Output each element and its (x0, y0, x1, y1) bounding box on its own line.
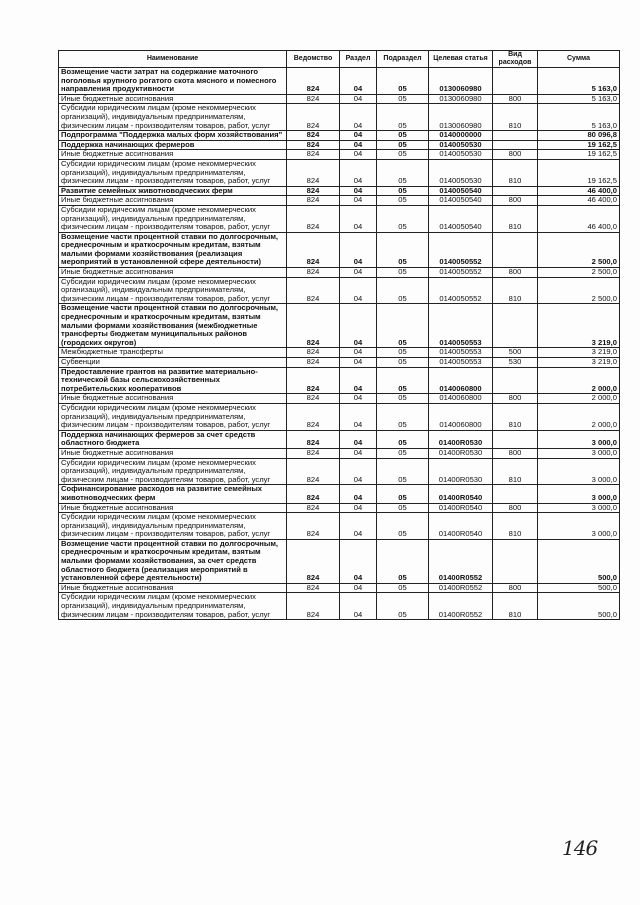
table-row (59, 94, 620, 104)
cell-target-article: 0130060980 (429, 68, 493, 95)
cell-razdel: 04 (340, 186, 377, 196)
table-row (59, 104, 620, 131)
table-row (59, 430, 620, 448)
cell-target-article: 01400R0552 (429, 583, 493, 593)
cell-podrazdel: 05 (377, 513, 429, 540)
cell-sum: 3 219,0 (538, 348, 620, 358)
cell-sum: 46 400,0 (538, 205, 620, 232)
table-row (59, 232, 620, 267)
cell-podrazdel: 05 (377, 159, 429, 186)
cell-name: Возмещение части процентной ставки по долгосрочным, среднесрочным и краткосрочным кредитам, взятым малыми формами хозяйствования (межбюджетные трансферты бюджетам муниципальных районов (городских округов) (59, 304, 287, 348)
cell-target-article: 0140060800 (429, 367, 493, 394)
cell-ved: 824 (287, 358, 340, 368)
cell-razdel: 04 (340, 358, 377, 368)
cell-target-article: 0130060980 (429, 104, 493, 131)
header-expense-type: Вид расходов (493, 51, 538, 68)
cell-podrazdel: 05 (377, 485, 429, 503)
table-row (59, 485, 620, 503)
cell-target-article: 0140060800 (429, 394, 493, 404)
cell-expense-type: 810 (493, 513, 538, 540)
cell-sum: 19 162,5 (538, 150, 620, 160)
cell-ved: 824 (287, 140, 340, 150)
cell-expense-type: 800 (493, 150, 538, 160)
cell-sum: 3 000,0 (538, 448, 620, 458)
cell-sum: 46 400,0 (538, 196, 620, 206)
table-row (59, 367, 620, 394)
cell-razdel: 04 (340, 367, 377, 394)
cell-podrazdel: 05 (377, 232, 429, 267)
cell-sum: 500,0 (538, 583, 620, 593)
table-row (59, 513, 620, 540)
cell-name: Иные бюджетные ассигнования (59, 448, 287, 458)
cell-sum: 46 400,0 (538, 186, 620, 196)
cell-target-article: 01400R0540 (429, 485, 493, 503)
cell-name: Межбюджетные трансферты (59, 348, 287, 358)
cell-ved: 824 (287, 196, 340, 206)
cell-expense-type: 800 (493, 448, 538, 458)
cell-ved: 824 (287, 277, 340, 304)
cell-target-article: 01400R0530 (429, 430, 493, 448)
table-row (59, 348, 620, 358)
table-row (59, 458, 620, 485)
cell-sum: 3 000,0 (538, 430, 620, 448)
budget-table (58, 50, 620, 620)
table-row (59, 503, 620, 513)
cell-target-article: 0140050553 (429, 304, 493, 348)
cell-name: Возмещение части затрат на содержание маточного поголовья крупного рогатого скота мясного и помесного направления продуктивности (59, 68, 287, 95)
cell-target-article: 0140050552 (429, 268, 493, 278)
cell-name: Субсидии юридическим лицам (кроме некоммерческих организаций), индивидуальным предпринимателям, физическим лицам - производителям товаров, работ, услуг (59, 159, 287, 186)
cell-sum: 3 000,0 (538, 485, 620, 503)
cell-podrazdel: 05 (377, 367, 429, 394)
cell-target-article: 0140050530 (429, 140, 493, 150)
cell-podrazdel: 05 (377, 583, 429, 593)
cell-sum: 3 000,0 (538, 513, 620, 540)
cell-expense-type: 800 (493, 394, 538, 404)
cell-expense-type (493, 68, 538, 95)
cell-sum: 3 219,0 (538, 304, 620, 348)
cell-sum: 19 162,5 (538, 140, 620, 150)
cell-name: Софинансирование расходов на развитие семейных животноводческих ферм (59, 485, 287, 503)
cell-razdel: 04 (340, 196, 377, 206)
cell-target-article: 0140050540 (429, 205, 493, 232)
cell-podrazdel: 05 (377, 403, 429, 430)
table-row (59, 394, 620, 404)
cell-expense-type (493, 186, 538, 196)
cell-name: Субсидии юридическим лицам (кроме некоммерческих организаций), индивидуальным предпринимателям, физическим лицам - производителям товаров, работ, услуг (59, 513, 287, 540)
cell-ved: 824 (287, 593, 340, 620)
cell-razdel: 04 (340, 394, 377, 404)
cell-razdel: 04 (340, 268, 377, 278)
cell-podrazdel: 05 (377, 68, 429, 95)
cell-razdel: 04 (340, 277, 377, 304)
table-row (59, 140, 620, 150)
cell-sum: 2 000,0 (538, 367, 620, 394)
cell-expense-type: 810 (493, 458, 538, 485)
cell-expense-type (493, 430, 538, 448)
cell-podrazdel: 05 (377, 196, 429, 206)
cell-ved: 824 (287, 232, 340, 267)
cell-podrazdel: 05 (377, 140, 429, 150)
cell-expense-type: 800 (493, 94, 538, 104)
cell-podrazdel: 05 (377, 277, 429, 304)
cell-name: Развитие семейных животноводческих ферм (59, 186, 287, 196)
cell-ved: 824 (287, 186, 340, 196)
table-row (59, 196, 620, 206)
cell-expense-type (493, 367, 538, 394)
cell-name: Иные бюджетные ассигнования (59, 196, 287, 206)
cell-expense-type: 810 (493, 205, 538, 232)
cell-razdel: 04 (340, 430, 377, 448)
header-name: Наименование (59, 51, 287, 68)
cell-razdel: 04 (340, 205, 377, 232)
cell-ved: 824 (287, 394, 340, 404)
cell-ved: 824 (287, 304, 340, 348)
cell-podrazdel: 05 (377, 394, 429, 404)
page-number: 146 (562, 836, 598, 860)
cell-razdel: 04 (340, 104, 377, 131)
table-row (59, 593, 620, 620)
cell-razdel: 04 (340, 348, 377, 358)
cell-sum: 500,0 (538, 593, 620, 620)
cell-ved: 824 (287, 205, 340, 232)
cell-razdel: 04 (340, 140, 377, 150)
header-podrazdel: Подраздел (377, 51, 429, 68)
cell-expense-type: 810 (493, 593, 538, 620)
cell-podrazdel: 05 (377, 186, 429, 196)
cell-sum: 5 163,0 (538, 94, 620, 104)
cell-ved: 824 (287, 268, 340, 278)
cell-razdel: 04 (340, 503, 377, 513)
cell-target-article: 01400R0530 (429, 458, 493, 485)
cell-target-article: 0140050540 (429, 186, 493, 196)
cell-razdel: 04 (340, 583, 377, 593)
cell-sum: 3 000,0 (538, 458, 620, 485)
cell-podrazdel: 05 (377, 268, 429, 278)
cell-razdel: 04 (340, 68, 377, 95)
cell-name: Поддержка начинающих фермеров (59, 140, 287, 150)
cell-name: Поддержка начинающих фермеров за счет средств областного бюджета (59, 430, 287, 448)
cell-name: Субсидии юридическим лицам (кроме некоммерческих организаций), индивидуальным предпринимателям, физическим лицам - производителям товаров, работ, услуг (59, 205, 287, 232)
table-header-row (59, 51, 620, 68)
cell-ved: 824 (287, 430, 340, 448)
cell-razdel: 04 (340, 131, 377, 141)
cell-razdel: 04 (340, 159, 377, 186)
cell-name: Иные бюджетные ассигнования (59, 150, 287, 160)
cell-ved: 824 (287, 485, 340, 503)
cell-sum: 2 500,0 (538, 277, 620, 304)
cell-name: Предоставление грантов на развитие материально-технической базы сельскохозяйственных потребительских кооперативов (59, 367, 287, 394)
cell-target-article: 01400R0540 (429, 503, 493, 513)
cell-podrazdel: 05 (377, 448, 429, 458)
cell-expense-type (493, 304, 538, 348)
header-target-article: Целевая статья (429, 51, 493, 68)
cell-name: Иные бюджетные ассигнования (59, 394, 287, 404)
cell-razdel: 04 (340, 458, 377, 485)
cell-podrazdel: 05 (377, 430, 429, 448)
cell-sum: 80 096,8 (538, 131, 620, 141)
cell-expense-type: 530 (493, 358, 538, 368)
cell-name: Подпрограмма "Поддержка малых форм хозяйствования" (59, 131, 287, 141)
cell-sum: 3 219,0 (538, 358, 620, 368)
cell-razdel: 04 (340, 513, 377, 540)
cell-name: Субсидии юридическим лицам (кроме некоммерческих организаций), индивидуальным предпринимателям, физическим лицам - производителям товаров, работ, услуг (59, 458, 287, 485)
cell-sum: 3 000,0 (538, 503, 620, 513)
cell-expense-type: 800 (493, 196, 538, 206)
cell-sum: 500,0 (538, 539, 620, 583)
header-sum: Сумма (538, 51, 620, 68)
cell-name: Иные бюджетные ассигнования (59, 503, 287, 513)
cell-razdel: 04 (340, 232, 377, 267)
cell-name: Субвенции (59, 358, 287, 368)
table-row (59, 403, 620, 430)
cell-razdel: 04 (340, 485, 377, 503)
cell-ved: 824 (287, 348, 340, 358)
table-row (59, 159, 620, 186)
cell-name: Иные бюджетные ассигнования (59, 583, 287, 593)
table-row (59, 268, 620, 278)
cell-ved: 824 (287, 367, 340, 394)
cell-podrazdel: 05 (377, 104, 429, 131)
cell-expense-type (493, 539, 538, 583)
table-row (59, 358, 620, 368)
cell-expense-type: 800 (493, 503, 538, 513)
table-row (59, 277, 620, 304)
cell-ved: 824 (287, 94, 340, 104)
cell-expense-type: 800 (493, 268, 538, 278)
cell-expense-type (493, 485, 538, 503)
cell-razdel: 04 (340, 448, 377, 458)
cell-target-article: 0140050553 (429, 348, 493, 358)
cell-podrazdel: 05 (377, 150, 429, 160)
cell-name: Субсидии юридическим лицам (кроме некоммерческих организаций), индивидуальным предпринимателям, физическим лицам - производителям товаров, работ, услуг (59, 104, 287, 131)
cell-sum: 2 500,0 (538, 268, 620, 278)
cell-expense-type (493, 232, 538, 267)
cell-target-article: 0140060800 (429, 403, 493, 430)
table-row (59, 150, 620, 160)
cell-name: Возмещение части процентной ставки по долгосрочным, среднесрочным и краткосрочным кредитам, взятым малыми формами хозяйствования, за счет средств областного бюджета (реализация мероприятий в установленной сфере деятельности) (59, 539, 287, 583)
cell-expense-type: 810 (493, 104, 538, 131)
cell-name: Субсидии юридическим лицам (кроме некоммерческих организаций), индивидуальным предпринимателям, физическим лицам - производителям товаров, работ, услуг (59, 403, 287, 430)
cell-ved: 824 (287, 403, 340, 430)
table-row (59, 583, 620, 593)
cell-ved: 824 (287, 159, 340, 186)
table-row (59, 68, 620, 95)
cell-name: Иные бюджетные ассигнования (59, 268, 287, 278)
cell-name: Возмещение части процентной ставки по долгосрочным, среднесрочным и краткосрочным кредитам, взятым малыми формами хозяйствования (реализация мероприятий в установленной сфере деятельности) (59, 232, 287, 267)
cell-sum: 2 000,0 (538, 394, 620, 404)
cell-sum: 2 500,0 (538, 232, 620, 267)
cell-target-article: 0140050530 (429, 159, 493, 186)
cell-target-article: 0140050552 (429, 232, 493, 267)
cell-razdel: 04 (340, 539, 377, 583)
table-row (59, 205, 620, 232)
cell-podrazdel: 05 (377, 593, 429, 620)
cell-ved: 824 (287, 583, 340, 593)
cell-podrazdel: 05 (377, 205, 429, 232)
cell-podrazdel: 05 (377, 539, 429, 583)
cell-podrazdel: 05 (377, 358, 429, 368)
cell-expense-type (493, 140, 538, 150)
cell-sum: 19 162,5 (538, 159, 620, 186)
cell-razdel: 04 (340, 150, 377, 160)
cell-sum: 5 163,0 (538, 68, 620, 95)
cell-ved: 824 (287, 539, 340, 583)
cell-target-article: 01400R0540 (429, 513, 493, 540)
cell-expense-type: 800 (493, 583, 538, 593)
cell-expense-type: 810 (493, 403, 538, 430)
cell-name: Субсидии юридическим лицам (кроме некоммерческих организаций), индивидуальным предпринимателям, физическим лицам - производителям товаров, работ, услуг (59, 277, 287, 304)
cell-sum: 2 000,0 (538, 403, 620, 430)
cell-razdel: 04 (340, 403, 377, 430)
cell-target-article: 0140050530 (429, 150, 493, 160)
cell-razdel: 04 (340, 593, 377, 620)
cell-target-article: 01400R0552 (429, 539, 493, 583)
cell-podrazdel: 05 (377, 94, 429, 104)
cell-ved: 824 (287, 104, 340, 131)
cell-target-article: 0140050540 (429, 196, 493, 206)
cell-target-article: 0140000000 (429, 131, 493, 141)
cell-podrazdel: 05 (377, 131, 429, 141)
cell-ved: 824 (287, 513, 340, 540)
cell-ved: 824 (287, 68, 340, 95)
cell-razdel: 04 (340, 304, 377, 348)
cell-ved: 824 (287, 448, 340, 458)
table-row (59, 304, 620, 348)
cell-name: Иные бюджетные ассигнования (59, 94, 287, 104)
table-row (59, 539, 620, 583)
cell-target-article: 0130060980 (429, 94, 493, 104)
cell-razdel: 04 (340, 94, 377, 104)
cell-podrazdel: 05 (377, 458, 429, 485)
cell-ved: 824 (287, 150, 340, 160)
cell-target-article: 0140050553 (429, 358, 493, 368)
cell-expense-type: 810 (493, 277, 538, 304)
cell-ved: 824 (287, 131, 340, 141)
table-row (59, 131, 620, 141)
cell-target-article: 01400R0530 (429, 448, 493, 458)
cell-expense-type: 500 (493, 348, 538, 358)
cell-name: Субсидии юридическим лицам (кроме некоммерческих организаций), индивидуальным предпринимателям, физическим лицам - производителям товаров, работ, услуг (59, 593, 287, 620)
cell-target-article: 0140050552 (429, 277, 493, 304)
cell-ved: 824 (287, 458, 340, 485)
table-row (59, 186, 620, 196)
cell-podrazdel: 05 (377, 304, 429, 348)
cell-podrazdel: 05 (377, 348, 429, 358)
cell-expense-type: 810 (493, 159, 538, 186)
cell-target-article: 01400R0552 (429, 593, 493, 620)
header-ved: Ведомство (287, 51, 340, 68)
header-razdel: Раздел (340, 51, 377, 68)
cell-expense-type (493, 131, 538, 141)
cell-podrazdel: 05 (377, 503, 429, 513)
cell-sum: 5 163,0 (538, 104, 620, 131)
table-row (59, 448, 620, 458)
cell-ved: 824 (287, 503, 340, 513)
